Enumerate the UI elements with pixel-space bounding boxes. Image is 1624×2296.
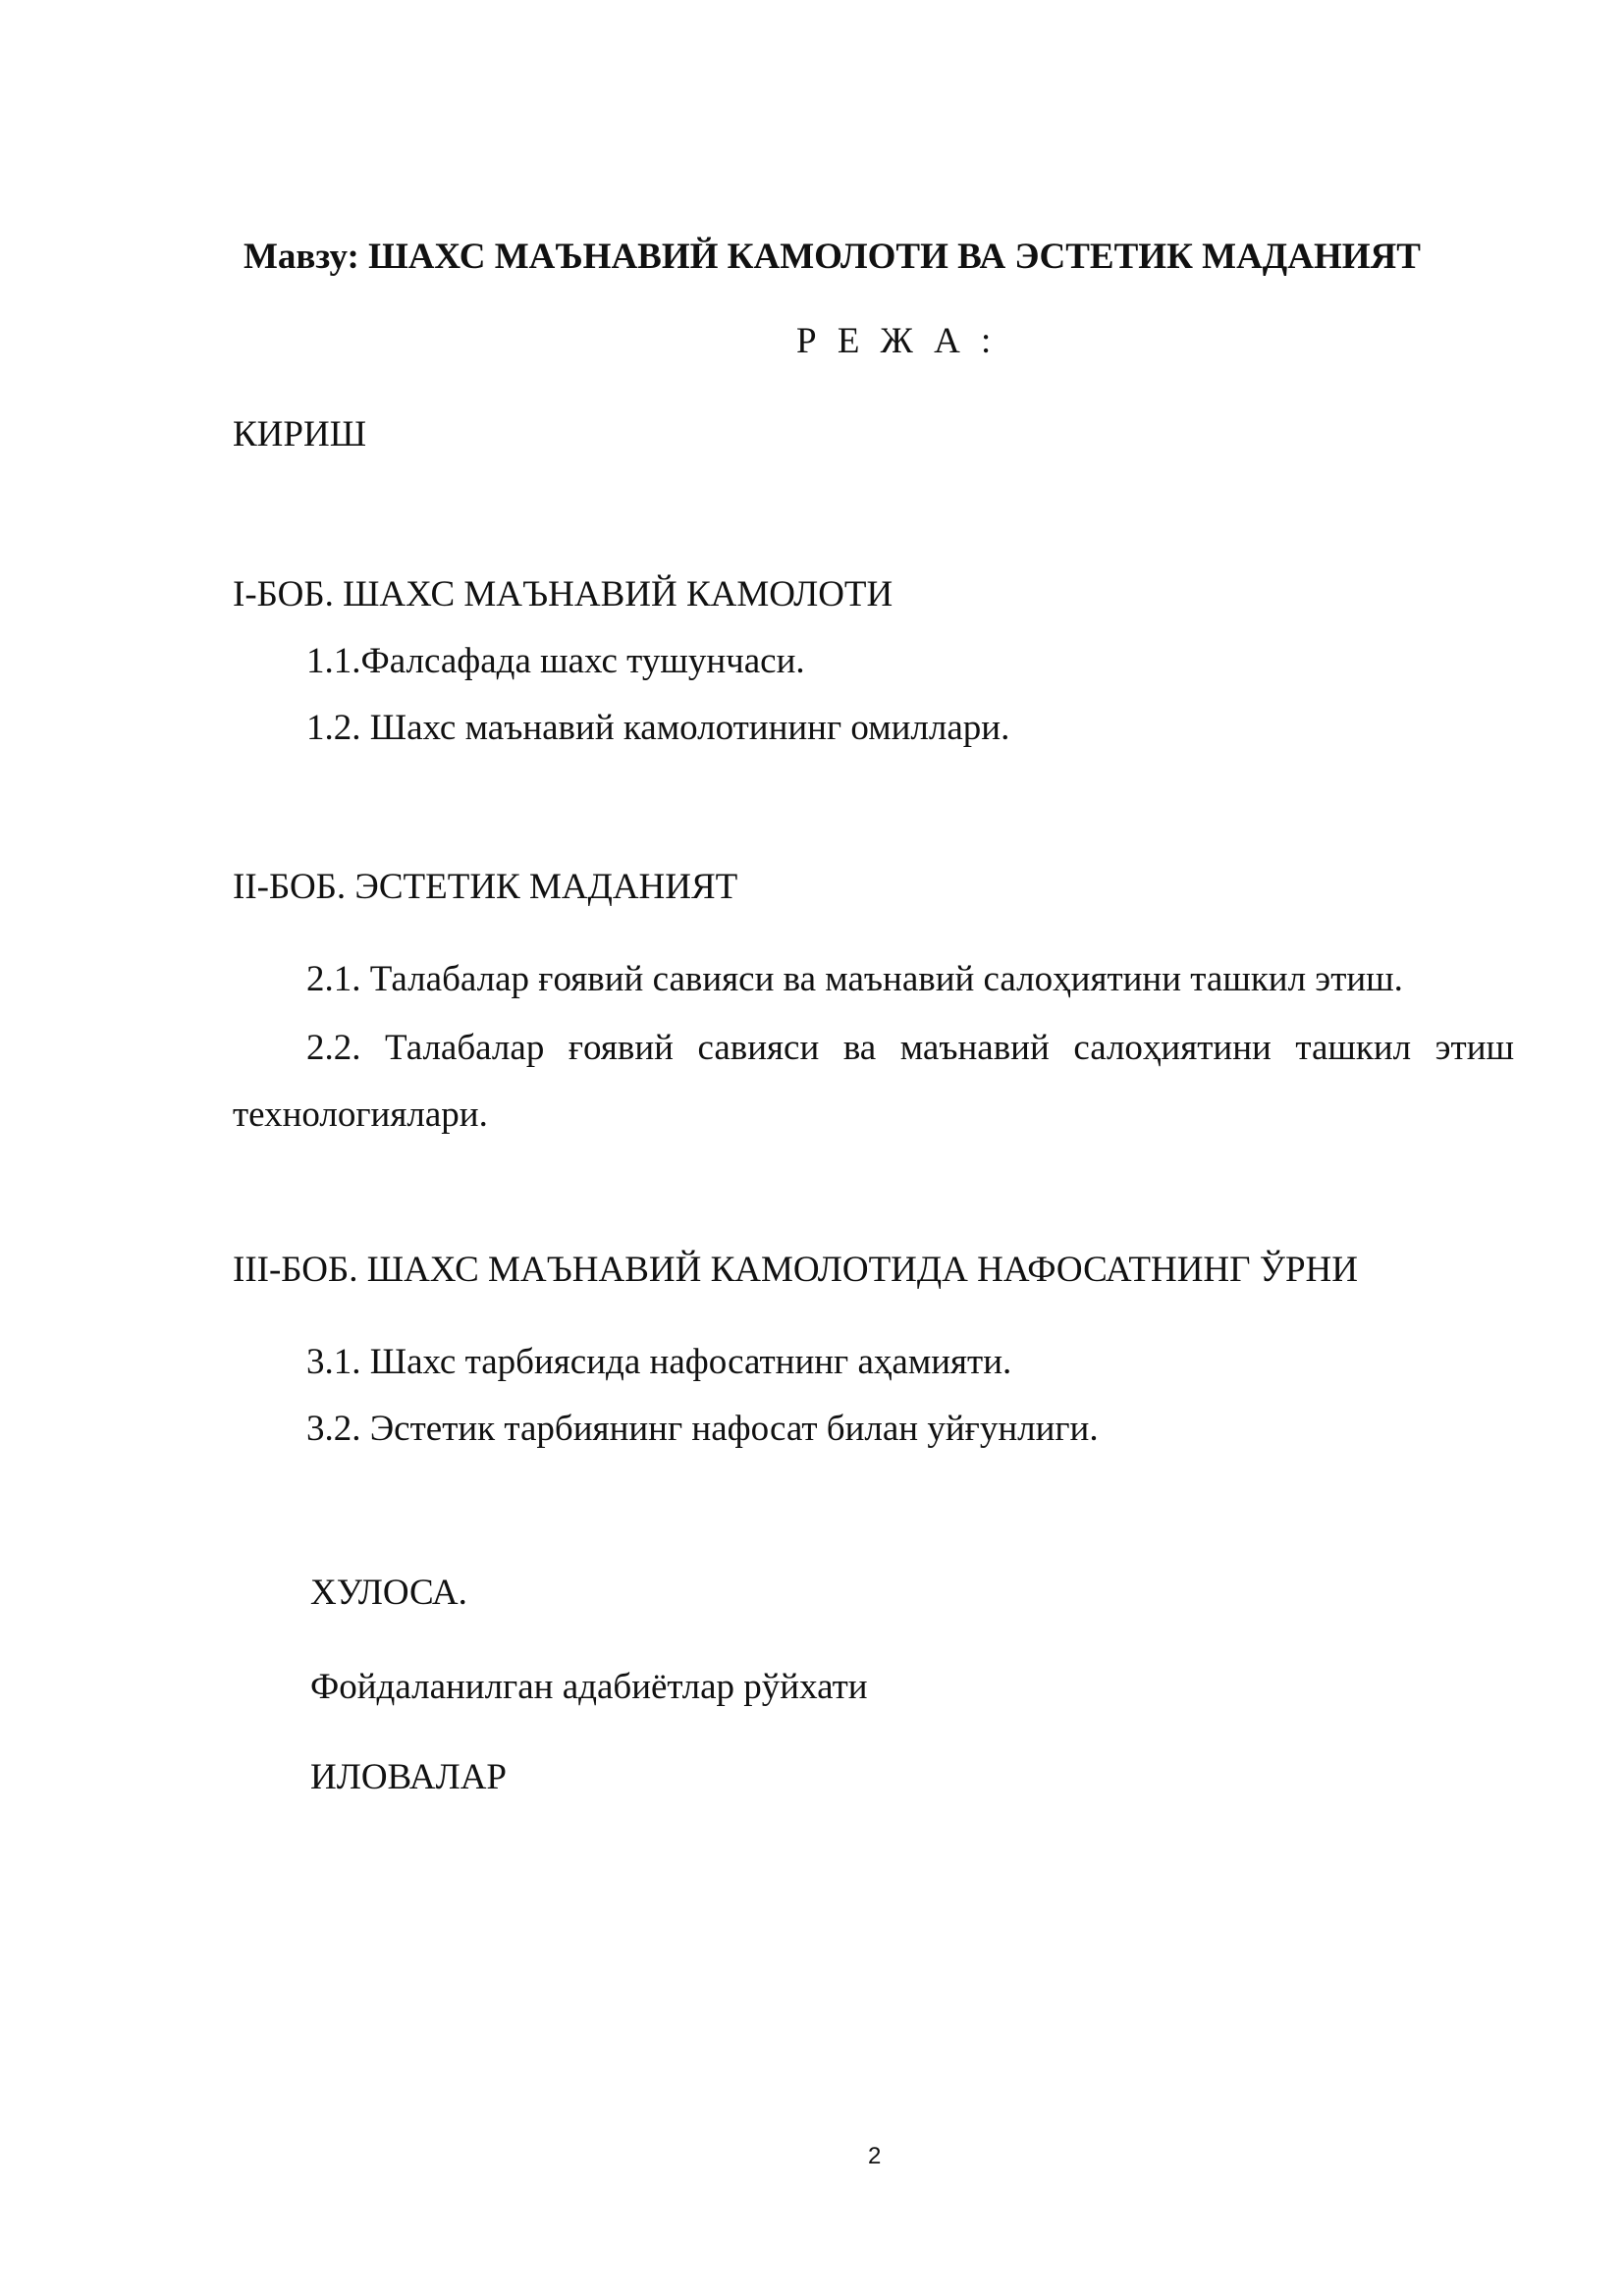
- appendices-heading: ИЛОВАЛАР: [310, 1757, 507, 1797]
- chapter-2-section-2-line-2: технологиялари.: [233, 1095, 488, 1135]
- document-title-text: Мавзу: ШАХС МАЪНАВИЙ КАМОЛОТИ ВА ЭСТЕТИК МАДАНИЯТ: [244, 237, 1421, 277]
- chapter-1-heading: I-БОБ. ШАХС МАЪНАВИЙ КАМОЛОТИ: [233, 574, 893, 614]
- chapter-3-section-2: 3.2. Эстетик тарбиянинг нафосат билан уйғунлиги.: [306, 1409, 1099, 1449]
- intro-heading: КИРИШ: [233, 414, 367, 454]
- chapter-2-section-2-line-1: [306, 1030, 1514, 1066]
- chapter-2-section-1: 2.1. Талабалар ғоявий савияси ва маънавий салоҳиятини ташкил этиш.: [306, 959, 1403, 999]
- page-number: 2: [868, 2143, 882, 2169]
- chapter-2-section-2-text: 2.2. Талабалар ғоявий савияси ва маънавий салоҳиятини ташкил этиш: [306, 1028, 1514, 1068]
- chapter-2-heading: II-БОБ. ЭСТЕТИК МАДАНИЯТ: [233, 867, 738, 907]
- chapter-3-heading: III-БОБ. ШАХС МАЪНАВИЙ КАМОЛОТИДА НАФОСАТНИНГ ЎРНИ: [233, 1250, 1358, 1290]
- chapter-1-section-2: 1.2. Шахс маънавий камолотининг омиллари.: [306, 708, 1010, 748]
- conclusion-heading: ХУЛОСА.: [310, 1573, 467, 1613]
- plan-heading: Р Е Ж А :: [796, 321, 998, 361]
- chapter-3-section-1: 3.1. Шахс тарбиясида нафосатнинг аҳамияти.: [306, 1342, 1012, 1382]
- chapter-1-section-1: 1.1.Фалсафада шахс тушунчаси.: [306, 641, 805, 681]
- references-heading: Фойдаланилган адабиётлар рўйхати: [310, 1667, 868, 1707]
